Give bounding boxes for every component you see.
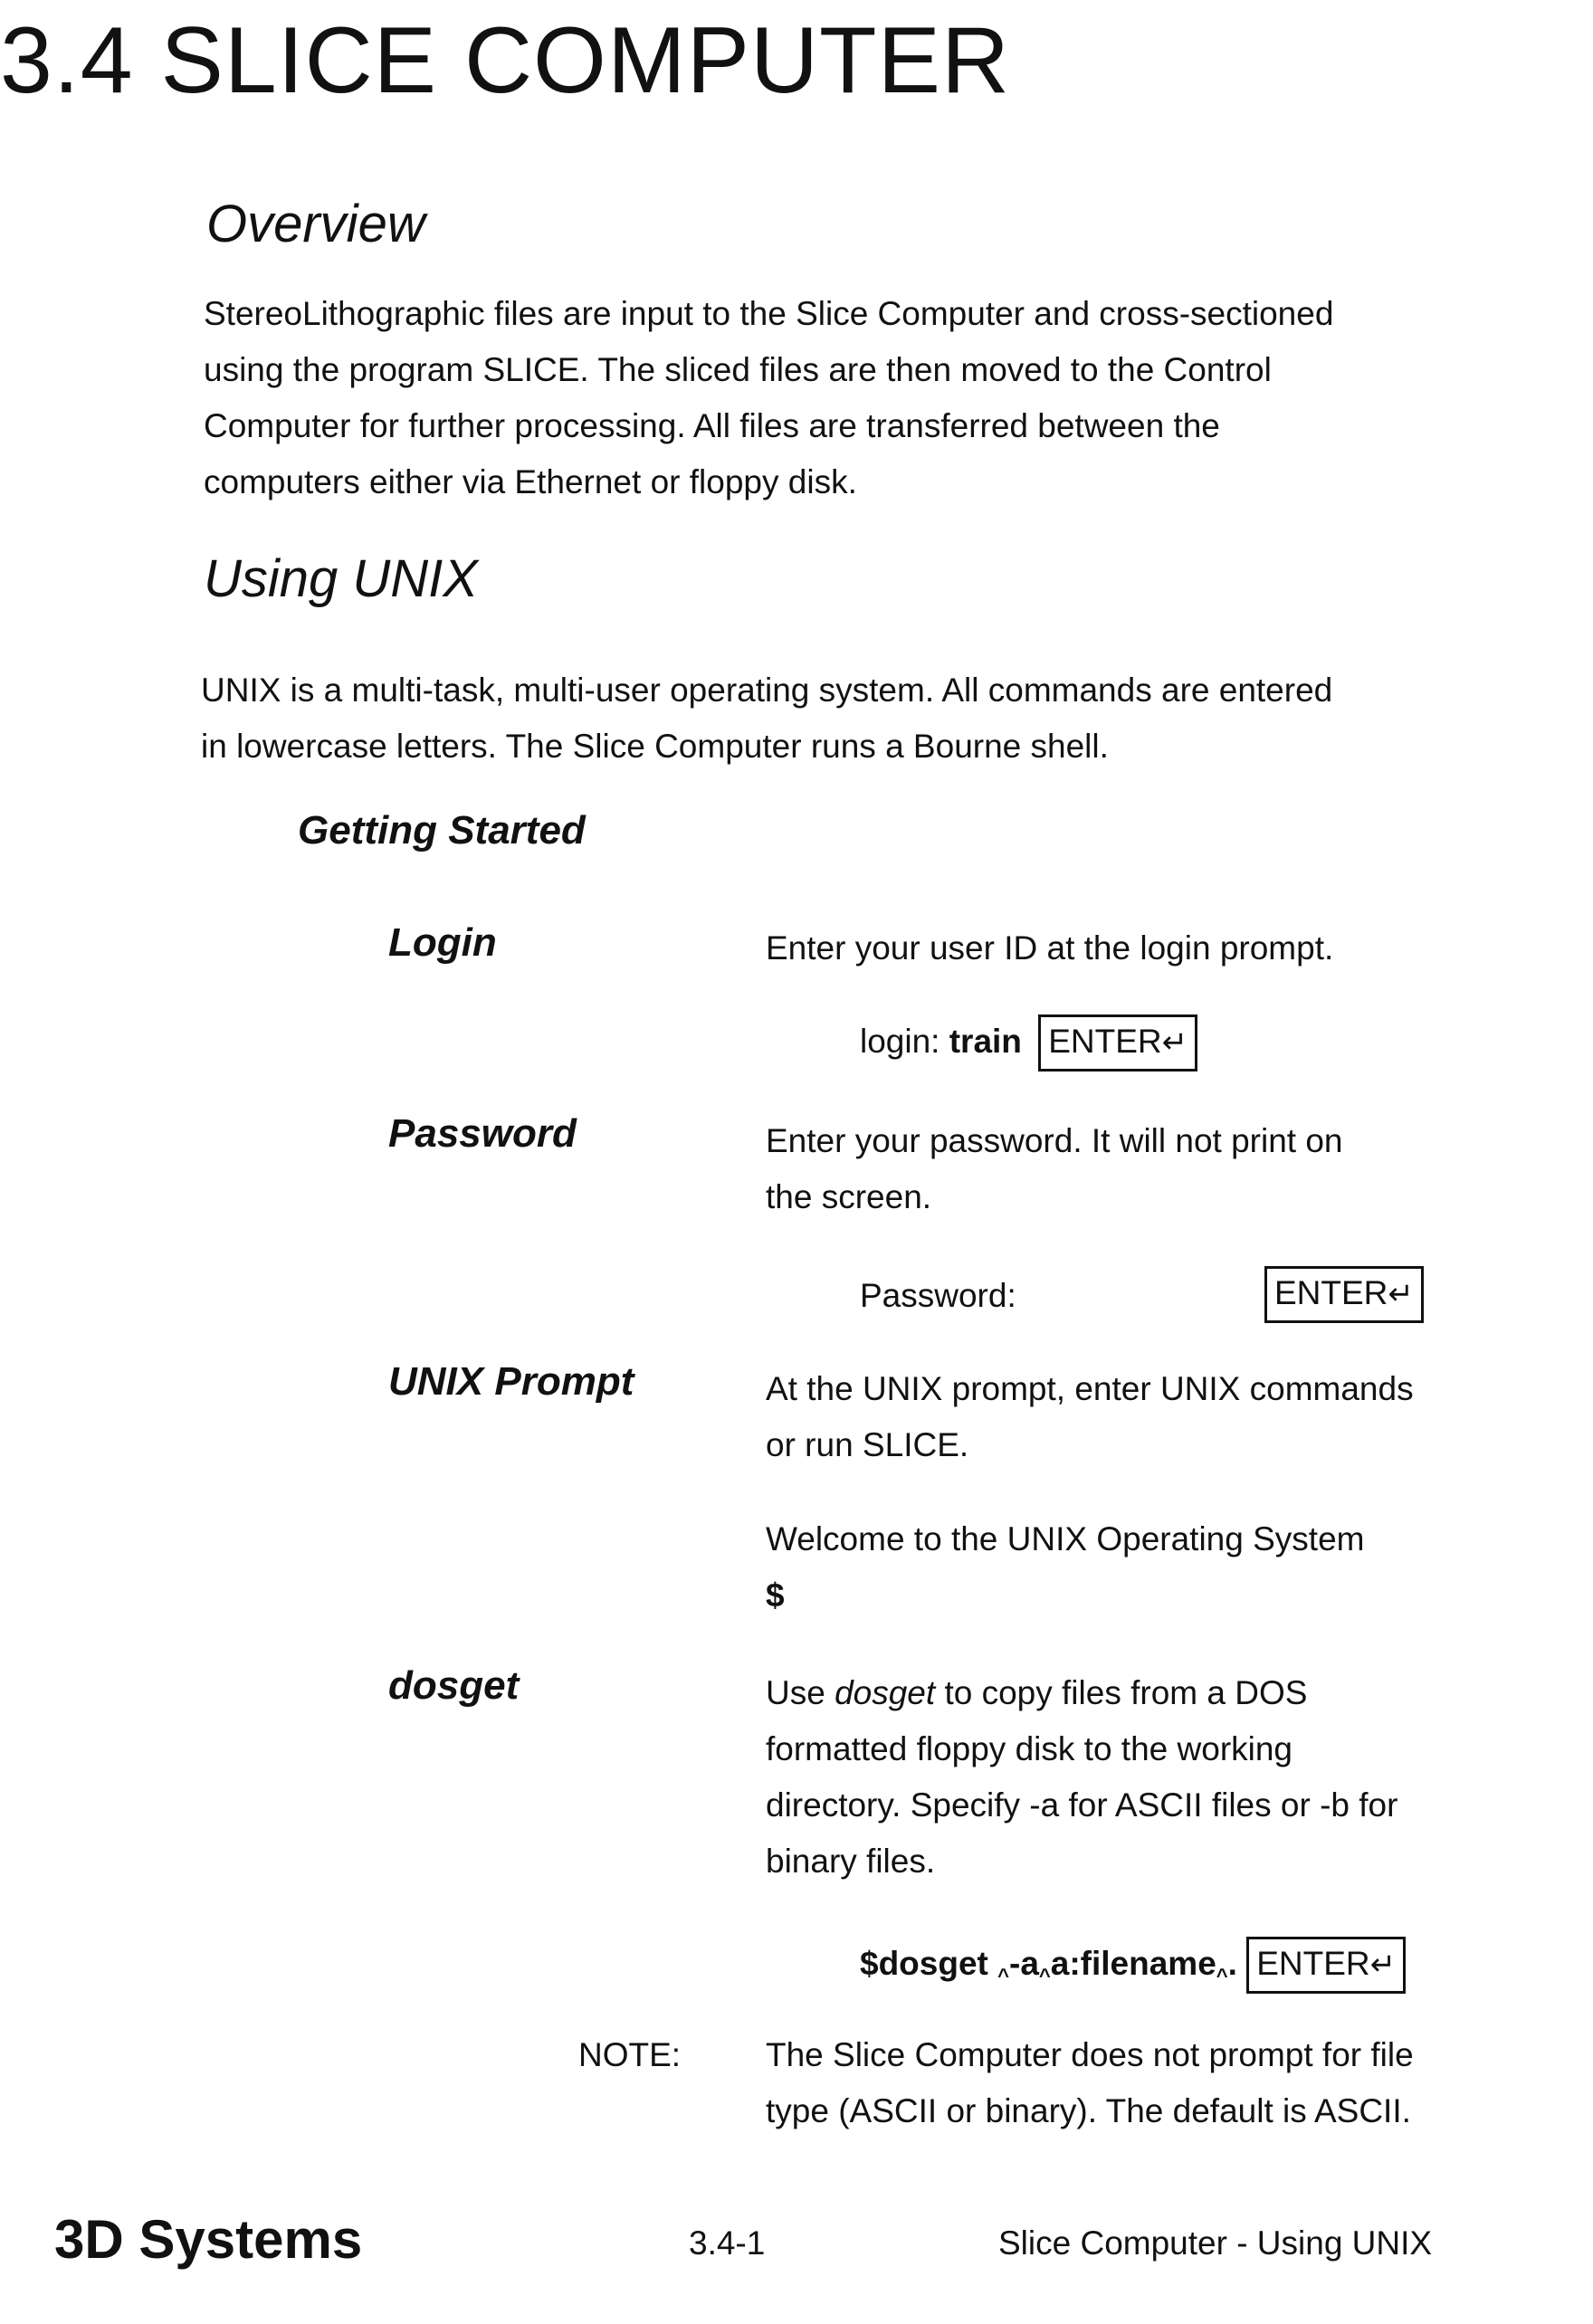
login-example (860, 1014, 1197, 1072)
space-marker: ^ (1216, 1964, 1228, 1986)
welcome-message: Welcome to the UNIX Operating System (766, 1511, 1364, 1567)
unix-prompt-label: UNIX Prompt (388, 1359, 634, 1405)
login-prompt: login: (860, 1023, 949, 1060)
text-span: to copy files from a DOS (935, 1674, 1307, 1711)
enter-key-label: ENTER (1274, 1274, 1388, 1311)
using-unix-paragraph (201, 662, 1332, 775)
space-marker: ^ (1039, 1964, 1051, 1986)
footer-brand: 3D Systems (54, 2208, 362, 2271)
password-label: Password (388, 1111, 577, 1157)
enter-key-label: ENTER (1256, 1945, 1369, 1982)
enter-key-label: ENTER (1048, 1023, 1161, 1060)
text-line (766, 1665, 1397, 1721)
space-marker: ^ (997, 1964, 1009, 1986)
overview-paragraph (204, 286, 1333, 510)
text-line: or run SLICE. (766, 1417, 1414, 1473)
text-line: directory. Specify -a for ASCII files or -b for (766, 1777, 1397, 1833)
return-arrow-icon: ↵ (1388, 1277, 1414, 1311)
overview-heading: Overview (206, 194, 425, 254)
enter-key (1038, 1014, 1197, 1072)
using-unix-heading: Using UNIX (204, 548, 478, 609)
command-text: . (1228, 1945, 1237, 1982)
dosget-command-example (860, 1936, 1406, 2004)
text-line: using the program SLICE. The sliced files are then moved to the Control (204, 342, 1333, 398)
text-line: in lowercase letters. The Slice Computer runs a Bourne shell. (201, 719, 1332, 775)
dosget-label: dosget (388, 1663, 519, 1709)
login-label: Login (388, 920, 497, 966)
password-prompt: Password: (860, 1268, 1016, 1324)
note-label: NOTE: (578, 2027, 681, 2083)
text-line: At the UNIX prompt, enter UNIX commands (766, 1361, 1414, 1417)
footer-section: Slice Computer - Using UNIX (998, 2224, 1432, 2262)
return-arrow-icon: ↵ (1370, 1948, 1397, 1982)
enter-key (1246, 1937, 1406, 1994)
text-line: binary files. (766, 1833, 1397, 1890)
password-enter (1264, 1265, 1424, 1323)
text-line: computers either via Ethernet or floppy disk. (204, 454, 1333, 510)
command-text: -a (1009, 1945, 1039, 1982)
password-description (766, 1113, 1343, 1225)
text-line: Computer for further processing. All files are transferred between the (204, 398, 1333, 454)
command-text: a:filename (1051, 1945, 1216, 1982)
return-arrow-icon: ↵ (1162, 1025, 1188, 1060)
page-number: 3.4-1 (689, 2224, 765, 2262)
text-line: The Slice Computer does not prompt for file (766, 2027, 1414, 2083)
text-line: Enter your password. It will not print on (766, 1113, 1343, 1169)
login-description: Enter your user ID at the login prompt. (766, 920, 1333, 976)
note-text (766, 2027, 1414, 2139)
text-line: formatted floppy disk to the working (766, 1721, 1397, 1777)
enter-key (1264, 1266, 1424, 1323)
getting-started-heading: Getting Started (298, 808, 586, 853)
text-line: type (ASCII or binary). The default is ASCII. (766, 2083, 1414, 2139)
dosget-description (766, 1665, 1397, 1890)
text-span: Use (766, 1674, 835, 1711)
login-value: train (949, 1023, 1022, 1060)
unix-welcome-example (766, 1511, 1364, 1624)
command-text: $dosget (860, 1945, 997, 1982)
page-title: 3.4 SLICE COMPUTER (0, 7, 1010, 115)
command-name: dosget (835, 1674, 935, 1711)
unix-prompt-description (766, 1361, 1414, 1473)
text-line: the screen. (766, 1169, 1343, 1225)
text-line: UNIX is a multi-task, multi-user operating system. All commands are entered (201, 662, 1332, 719)
text-line: StereoLithographic files are input to the Slice Computer and cross-sectioned (204, 286, 1333, 342)
shell-prompt: $ (766, 1567, 1364, 1624)
